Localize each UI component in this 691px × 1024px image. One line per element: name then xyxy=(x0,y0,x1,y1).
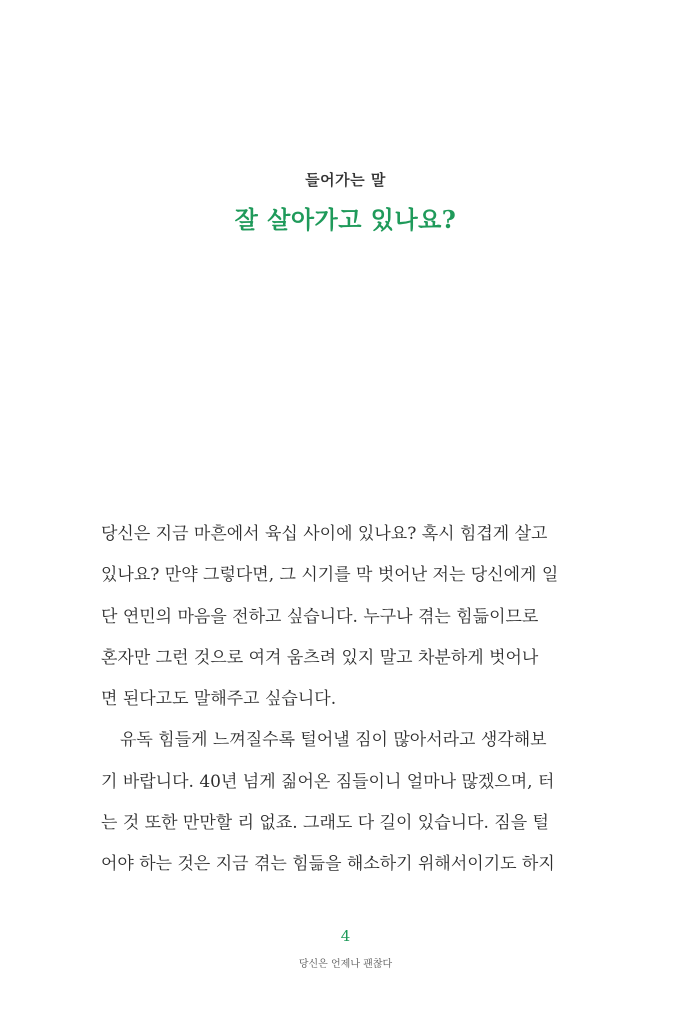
body-line: 혼자만 그런 것으로 여겨 움츠려 있지 말고 차분하게 벗어나 xyxy=(101,647,539,668)
body-line: 는 것 또한 만만할 리 없죠. 그래도 다 길이 있습니다. 짐을 털 xyxy=(101,813,549,834)
body-line: 당신은 지금 마흔에서 육십 사이에 있나요? 혹시 힘겹게 살고 xyxy=(101,524,548,544)
body-line: 어야 하는 것은 지금 겪는 힘듦을 해소하기 위해서이기도 하지 xyxy=(101,854,555,875)
running-footer-book-title: 당신은 언제나 괜찮다 xyxy=(298,959,393,970)
body-line: 단 연민의 마음을 전하고 싶습니다. 누구나 겪는 힘듦이므로 xyxy=(101,606,539,627)
chapter-label: 들어가는 말 xyxy=(305,171,386,189)
chapter-title: 잘 살아가고 있나요? xyxy=(234,205,457,234)
body-line: 면 된다고도 말해주고 싶습니다. xyxy=(101,689,337,710)
page-number: 4 xyxy=(340,927,351,945)
body-line: 기 바랍니다. 40년 넘게 짊어온 짐들이니 얼마나 많겠으며, 터 xyxy=(101,771,555,792)
body-text xyxy=(101,514,561,886)
body-line: 유독 힘들게 느껴질수록 털어낼 짐이 많아서라고 생각해보 xyxy=(120,730,547,751)
body-line: 있나요? 만약 그렇다면, 그 시기를 막 벗어난 저는 당신에게 일 xyxy=(101,565,559,586)
